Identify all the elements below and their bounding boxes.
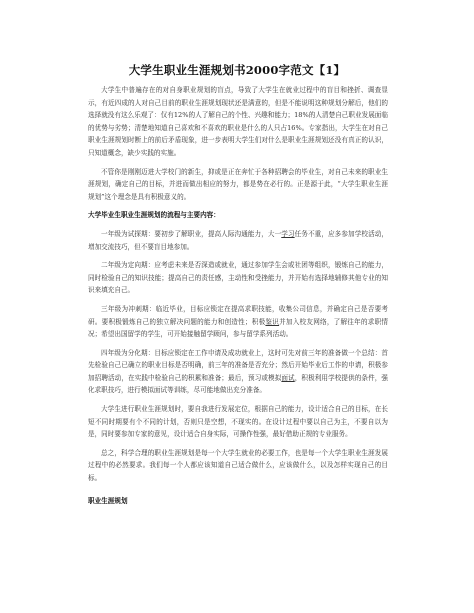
link-study[interactable]: 学习 xyxy=(281,229,295,238)
link-interview[interactable]: 面试 xyxy=(281,373,295,382)
paragraph-intro: 大学生中普遍存在的对自身职业规划的盲点，导致了大学生在就业过程中的盲目和挫折、调查显示，有近四成的人对自己目前的职业生涯规划现状还是满意的，但是不能说明这种规划分解后，他们的选择就没有这么乐观了：仅有12%的人了解自己的个性、兴趣和能力；18%的人清楚自己职业发展面临的优势与劣势；清楚地知道自己喜欢和不喜欢的职业是什么的人只占16%。专家指出，大学生在对自己职业生涯规划时断上的前后矛盾现象，进一步表明大学生们对什么是职业生涯规划还没有真正的认识，只知道概念，缺少实践的实施。 xyxy=(88,86,388,157)
paragraph-conclusion: 总之，科学合理的职业生涯规划是每一个大学生就业的必要工作，也是每一个大学生职业生涯发展过程中的必然要求。我们每一个人都应该知道自己适合做什么，应该做什么，以及怎样实现自己的目标。 xyxy=(88,448,388,483)
section-heading-process: 大学毕业生职业生涯规划的流程与主要内容： xyxy=(88,211,220,220)
year-4-text-before: 四年级为分化期：目标应锁定在工作申请及成功就业上，这时可先对前三年的准备做一个总结：首先检验自己已确立的职业目标是否明确，前三年的准备是否充分；然后开始毕业后工作的申请，积极参加招聘活动，在实践中检验自己的积累和准备；最后，预习或模拟 xyxy=(88,348,388,382)
link-appraisal[interactable]: 鉴识 xyxy=(265,317,280,326)
year-1-text-before: 一年级为试探期：要初步了解职业，提高人际沟通能力，大一 xyxy=(101,229,282,238)
year-1-text-after: 任务不重，应多参加学校活动，增加交流技巧，但不要盲目地参加。 xyxy=(88,229,389,251)
year-3-text-after: 并加入校友网络，了解往年的求职情况；希望出国留学的学生，可开始接触留学顾问，参与留学系列活动。 xyxy=(88,317,389,339)
paragraph-year-2: 二年级为定向期：应考虑未来是否深造或就业，通过参加学生会或社团等组织，锻炼自己的能力，同时检验自己的知识技能；提高自己的责任感，主动性和受挫能力，并开始有选择地辅修其他专业的知识来填充自己。 xyxy=(88,261,388,295)
year-3-text-before: 三年级为冲刺期：临近毕业，目标应锁定在提高求职技能，收集公司信息，并确定自己是否要考研。要积极锻炼自己的独立解决问题的能力和创造性；积极 xyxy=(88,304,388,326)
paragraph-planning-advice: 大学生进行职业生涯规划时，要自我进行发展定位，根据自己的能力，设计适合自己的目标，在长短不同时期要有个不同的计划，否则只是空想，不现实的。在设计过程中要以自己为主，不要自以为是，同时要参加专家的意见，设计适合自身实际，可操作性强，最好借助正规的专业服务。 xyxy=(88,405,388,439)
paragraph-significance: 不管你是刚刚迈进大学校门的新生，抑或是正在奔忙于各种招聘会的毕业生，对自己未来的职业生涯规划，确定自己的目标，并进而做出相应的努力，都是势在必行的。正是源于此，“大学生职业生涯规划”这个理念是具有积极意义的。 xyxy=(88,167,388,201)
document-title: 大学生职业生涯规划书2000字范文【1】 xyxy=(128,63,346,77)
paragraph-year-1 xyxy=(88,228,388,253)
section-heading-career-planning: 职业生涯规划 xyxy=(88,496,128,505)
paragraph-year-3 xyxy=(88,303,388,341)
year-4-text-after: ，积极利用学校提供的条件，强化求职技巧，进行模拟面试等训练，尽可能地做出充分准备。 xyxy=(88,373,389,395)
document-body xyxy=(88,84,388,513)
paragraph-year-4 xyxy=(88,347,388,397)
